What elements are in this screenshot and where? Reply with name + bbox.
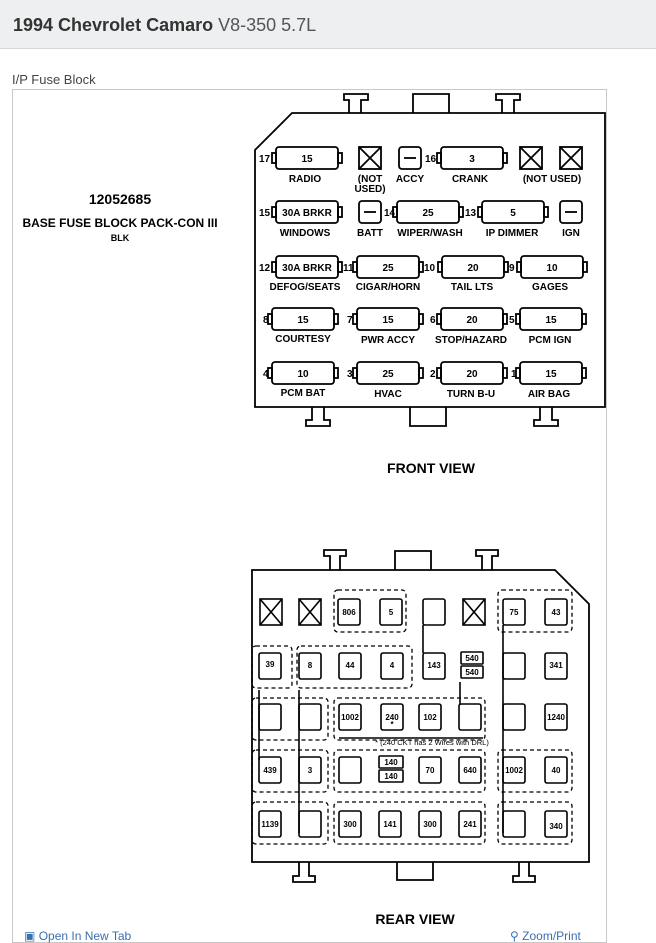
circuit-439: 439 — [263, 766, 277, 775]
fuse-2-rating: 20 — [466, 369, 478, 380]
fuse-10-rating: 20 — [467, 263, 479, 274]
fuse-15-label: WINDOWS — [279, 228, 331, 239]
fuse-8-rating: 15 — [297, 315, 309, 326]
fuse-1-number: 1 — [511, 369, 517, 380]
circuit-5: 5 — [388, 608, 394, 617]
engine-spec: V8-350 5.7L — [218, 15, 317, 35]
rear-view-label: REAR VIEW — [375, 911, 455, 927]
open-in-new-tab-link[interactable] — [24, 929, 131, 943]
fuse-3-label: HVAC — [374, 389, 402, 400]
rear-note: * (240 CKT has 2 Wires with DRL) — [375, 738, 489, 747]
fuse-5-rating: 15 — [545, 315, 557, 326]
fuse-9-label: GAGES — [531, 282, 569, 293]
fuse-11-rating: 25 — [382, 263, 394, 274]
fuse-6-number: 6 — [430, 315, 436, 326]
fuse-14-label: WIPER/WASH — [397, 228, 463, 239]
circuit-540-b: 540 — [465, 668, 479, 677]
circuit-140-b: 140 — [384, 772, 398, 781]
fuse-5-label: PCM IGN — [528, 335, 572, 346]
fuse-14-rating: 25 — [422, 208, 434, 219]
fuse-11-label: CIGAR/HORN — [355, 282, 421, 293]
circuit-240: 240 — [385, 713, 399, 722]
circuit-4: 4 — [389, 661, 395, 670]
fuse-8-label: COURTESY — [275, 334, 331, 345]
fuse-4-number: 4 — [263, 369, 269, 380]
fuse-16-label: CRANK — [451, 174, 489, 185]
vehicle-model: 1994 Chevrolet Camaro — [13, 15, 214, 35]
fuse-7-label: PWR ACCY — [360, 335, 416, 346]
fuse-13-rating: 5 — [510, 208, 516, 219]
accy-label: ACCY — [395, 174, 425, 185]
fuse-15-number: 15 — [259, 208, 271, 219]
circuit-300-b: 300 — [423, 820, 437, 829]
not-used-label-1: (NOT USED) — [354, 174, 386, 195]
circuit-640: 640 — [463, 766, 477, 775]
part-color: BLK — [110, 233, 130, 243]
zoom-print-link[interactable] — [510, 929, 581, 943]
fuse-15-rating: 30A BRKR — [282, 208, 332, 219]
circuit-1240: 1240 — [547, 713, 565, 722]
circuit-341: 341 — [549, 661, 563, 670]
fuse-1-label: AIR BAG — [527, 389, 571, 400]
circuit-102: 102 — [423, 713, 437, 722]
fuse-4-rating: 10 — [297, 369, 309, 380]
batt-label: BATT — [357, 228, 383, 239]
fuse-10-number: 10 — [424, 263, 436, 274]
fuse-2-number: 2 — [430, 369, 436, 380]
zoom-icon: ⚲ — [510, 929, 519, 943]
circuit-75: 75 — [509, 608, 519, 617]
circuit-1139: 1139 — [261, 820, 279, 829]
fuse-7-rating: 15 — [382, 315, 394, 326]
fuse-12-label: DEFOG/SEATS — [269, 282, 341, 293]
circuit-806: 806 — [342, 608, 356, 617]
circuit-143: 143 — [427, 661, 441, 670]
not-used-label-2: (NOT USED) — [522, 174, 582, 185]
fuse-9-rating: 10 — [546, 263, 558, 274]
circuit-3: 3 — [307, 766, 313, 775]
circuit-340: 340 — [549, 822, 563, 831]
circuit-40: 40 — [551, 766, 561, 775]
fuse-3-rating: 25 — [382, 369, 394, 380]
circuit-241: 241 — [463, 820, 477, 829]
circuit-141: 141 — [383, 820, 397, 829]
circuit-8: 8 — [307, 661, 313, 670]
fuse-7-number: 7 — [347, 315, 353, 326]
open-link-label: Open In New Tab — [38, 929, 132, 943]
ign-label: IGN — [562, 228, 580, 239]
circuit-39: 39 — [265, 660, 275, 669]
fuse-6-label: STOP/HAZARD — [434, 335, 508, 346]
part-name: BASE FUSE BLOCK PACK-CON III — [22, 216, 218, 230]
fuse-4-label: PCM BAT — [280, 388, 326, 399]
fuse-6-rating: 20 — [466, 315, 478, 326]
fuse-3-number: 3 — [347, 369, 353, 380]
circuit-140-a: 140 — [384, 758, 398, 767]
circuit-1002-b: 1002 — [505, 766, 523, 775]
zoom-link-label: Zoom/Print — [522, 929, 581, 943]
fuse-12-number: 12 — [259, 263, 271, 274]
fuse-16-number: 16 — [425, 154, 437, 165]
fuse-17-label: RADIO — [288, 174, 322, 185]
fuse-13-label: IP DIMMER — [485, 228, 539, 239]
fuse-17-rating: 15 — [301, 154, 313, 165]
circuit-300-a: 300 — [343, 820, 357, 829]
fuse-10-label: TAIL LTS — [450, 282, 494, 293]
fuse-8-number: 8 — [263, 315, 269, 326]
fuse-5-number: 5 — [509, 315, 515, 326]
part-number: 12052685 — [88, 191, 152, 207]
svg-text:*: * — [390, 720, 394, 729]
fuse-17-number: 17 — [259, 154, 271, 165]
circuit-540-a: 540 — [465, 654, 479, 663]
front-view-label: FRONT VIEW — [387, 460, 475, 476]
circuit-1002-a: 1002 — [341, 713, 359, 722]
fuse-2-label: TURN B-U — [446, 389, 496, 400]
fuse-11-number: 11 — [343, 263, 354, 274]
fuse-14-number: 14 — [384, 208, 396, 219]
fuse-12-rating: 30A BRKR — [282, 263, 332, 274]
diagram-caption: I/P Fuse Block — [12, 72, 96, 87]
circuit-43: 43 — [551, 608, 561, 617]
external-link-icon: ▣ — [24, 929, 36, 943]
fuse-1-rating: 15 — [545, 369, 557, 380]
fuse-16-rating: 3 — [469, 154, 475, 165]
circuit-44: 44 — [345, 661, 355, 670]
circuit-70: 70 — [425, 766, 435, 775]
fuse-13-number: 13 — [465, 208, 477, 219]
fuse-9-number: 9 — [509, 263, 515, 274]
